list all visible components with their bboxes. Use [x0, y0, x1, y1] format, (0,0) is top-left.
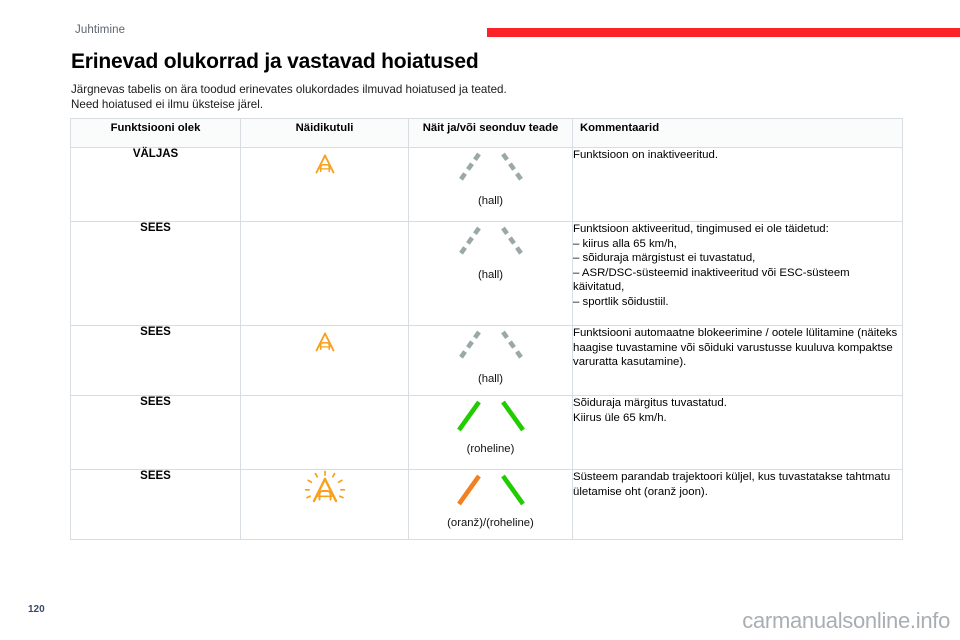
function-state-label: SEES [140, 222, 171, 234]
display-color-caption: (roheline) [466, 443, 515, 455]
cell-comments [573, 148, 903, 222]
section-label: Juhtimine [75, 24, 126, 36]
cell-display-graphic [409, 396, 573, 470]
display-color-caption: (oranž)/(roheline) [447, 517, 534, 529]
table-body [71, 148, 903, 540]
cell-display-graphic [409, 470, 573, 540]
cell-comments [573, 222, 903, 326]
intro-paragraph [71, 82, 591, 112]
page-header [0, 0, 960, 44]
comment-line: Süsteem parandab trajektoori küljel, kus tuvastatakse tahtmatu ületamise oht (oranž joon). [573, 471, 891, 498]
cell-tell-tale [241, 222, 409, 326]
table-row [71, 326, 903, 396]
cell-tell-tale [241, 326, 409, 396]
function-state-label: SEES [140, 396, 171, 408]
cell-comments [573, 326, 903, 396]
watermark: carmanualsonline.info [742, 608, 950, 633]
warning-states-table [70, 118, 903, 540]
comment-line: Kiirus üle 65 km/h. [573, 411, 667, 424]
intro-line-1: Järgnevas tabelis on ära toodud erinevates olukordades ilmuvad hoiatused ja teated. [71, 83, 507, 96]
column-header-tell-tale: Näidikutuli [241, 119, 409, 148]
table-header-row [71, 119, 903, 148]
cell-display-graphic [409, 222, 573, 326]
cell-display-graphic [409, 326, 573, 396]
cell-function-state [71, 222, 241, 326]
table-row [71, 396, 903, 470]
cell-function-state [71, 396, 241, 470]
display-color-caption: (hall) [477, 269, 504, 281]
cell-function-state [71, 326, 241, 396]
lane-marking-icon [409, 148, 572, 193]
function-state-label: SEES [140, 326, 171, 338]
function-state-label: SEES [140, 470, 171, 482]
table-row [71, 470, 903, 540]
table-row [71, 148, 903, 222]
lane-marking-icon [409, 396, 572, 441]
column-header-display: Näit ja/või seonduv teade [409, 119, 573, 148]
cell-function-state [71, 148, 241, 222]
cell-display-graphic [409, 148, 573, 222]
comment-line: – sõiduraja märgistust ei tuvastatud, [573, 252, 756, 265]
column-header-comments: Kommentaarid [573, 119, 903, 148]
comment-line: – kiirus alla 65 km/h, [573, 237, 677, 250]
lane-departure-warning-blinking-icon [241, 470, 408, 515]
lane-departure-warning-icon [241, 148, 408, 185]
lane-marking-icon [409, 326, 572, 371]
cell-tell-tale [241, 148, 409, 222]
table-row [71, 222, 903, 326]
page-title: Erinevad olukorrad ja vastavad hoiatused [71, 50, 479, 73]
cell-comments [573, 396, 903, 470]
cell-tell-tale [241, 470, 409, 540]
lane-departure-warning-icon [241, 326, 408, 363]
intro-line-2: Need hoiatused ei ilmu üksteise järel. [71, 98, 264, 111]
header-red-rule [487, 28, 960, 37]
cell-function-state [71, 470, 241, 540]
comment-line: Sõiduraja märgitus tuvastatud. [573, 397, 727, 409]
table-header [71, 119, 903, 148]
function-state-label: VÄLJAS [132, 148, 179, 160]
lane-marking-icon [409, 470, 572, 515]
lane-marking-icon [409, 222, 572, 267]
cell-tell-tale [241, 396, 409, 470]
comment-line: Funktsioon on inaktiveeritud. [573, 149, 718, 161]
comment-line: Funktsioon aktiveeritud, tingimused ei ole täidetud: [573, 223, 829, 235]
display-color-caption: (hall) [477, 195, 504, 207]
comment-line: – sportlik sõidustiil. [573, 295, 669, 308]
comment-line: – ASR/DSC-süsteemid inaktiveeritud või ESC-süsteem käivitatud, [573, 266, 850, 294]
display-color-caption: (hall) [477, 373, 504, 385]
page-number: 120 [28, 604, 45, 615]
comment-line: Funktsiooni automaatne blokeerimine / ootele lülitamine (näiteks haagise tuvastamine või sõiduki varustusse kuuluva kompaktse varuratta kasutamine). [573, 327, 898, 369]
column-header-state: Funktsiooni olek [71, 119, 241, 148]
cell-comments [573, 470, 903, 540]
